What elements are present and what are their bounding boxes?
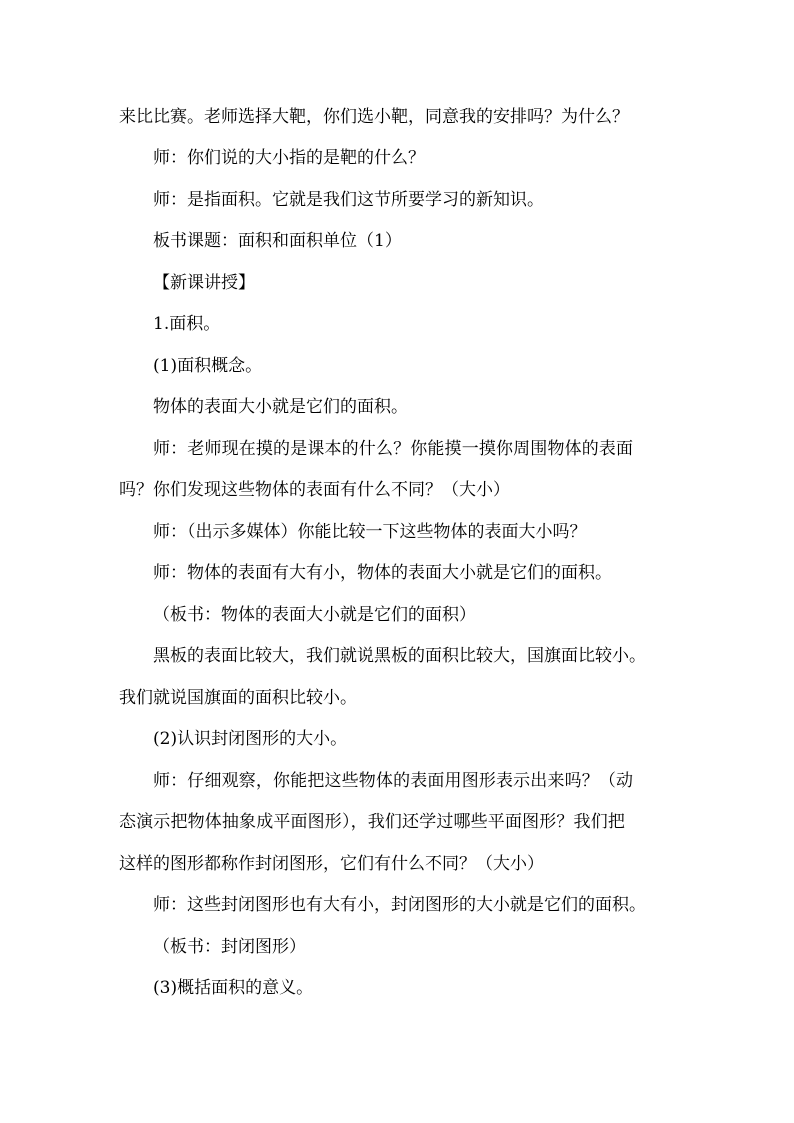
text-line: 师：物体的表面有大有小，物体的表面大小就是它们的面积。 (153, 563, 612, 583)
text-line: 我们就说国旗面的面积比较小。 (119, 688, 357, 708)
text-line: 1.面积。 (153, 314, 221, 334)
text-line: 吗？你们发现这些物体的表面有什么不同？（大小） (119, 480, 510, 500)
text-line: 师：你们说的大小指的是靶的什么？ (153, 148, 425, 168)
text-line: 师：仔细观察，你能把这些物体的表面用图形表示出来吗？（动 (153, 771, 634, 791)
text-line: 师：这些封闭图形也有大有小，封闭图形的大小就是它们的面积。 (153, 895, 646, 915)
text-line: 师：老师现在摸的是课本的什么？你能摸一摸你周围物体的表面 (153, 439, 634, 459)
text-line: 师：是指面积。它就是我们这节所要学习的新知识。 (153, 190, 544, 210)
text-line: 物体的表面大小就是它们的面积。 (153, 397, 408, 417)
text-line: （板书：物体的表面大小就是它们的面积） (153, 605, 476, 625)
text-line: (2)认识封闭图形的大小。 (153, 729, 348, 749)
text-line: 师：（出示多媒体）你能比较一下这些物体的表面大小吗？ (153, 522, 587, 542)
text-line: 黑板的表面比较大，我们就说黑板的面积比较大，国旗面比较小。 (153, 646, 646, 666)
text-line: (3)概括面积的意义。 (153, 978, 314, 998)
text-line: 这样的图形都称作封闭图形，它们有什么不同？（大小） (119, 854, 544, 874)
text-line: (1)面积概念。 (153, 356, 263, 376)
text-line: （板书：封闭图形） (153, 937, 306, 957)
text-line: 来比比赛。老师选择大靶，你们选小靶，同意我的安排吗？为什么？ (119, 107, 629, 127)
text-line: 板书课题：面积和面积单位（1） (153, 231, 402, 251)
section-heading: 【新课讲授】 (153, 273, 255, 293)
text-line: 态演示把物体抽象成平面图形），我们还学过哪些平面图形？我们把 (119, 812, 625, 832)
